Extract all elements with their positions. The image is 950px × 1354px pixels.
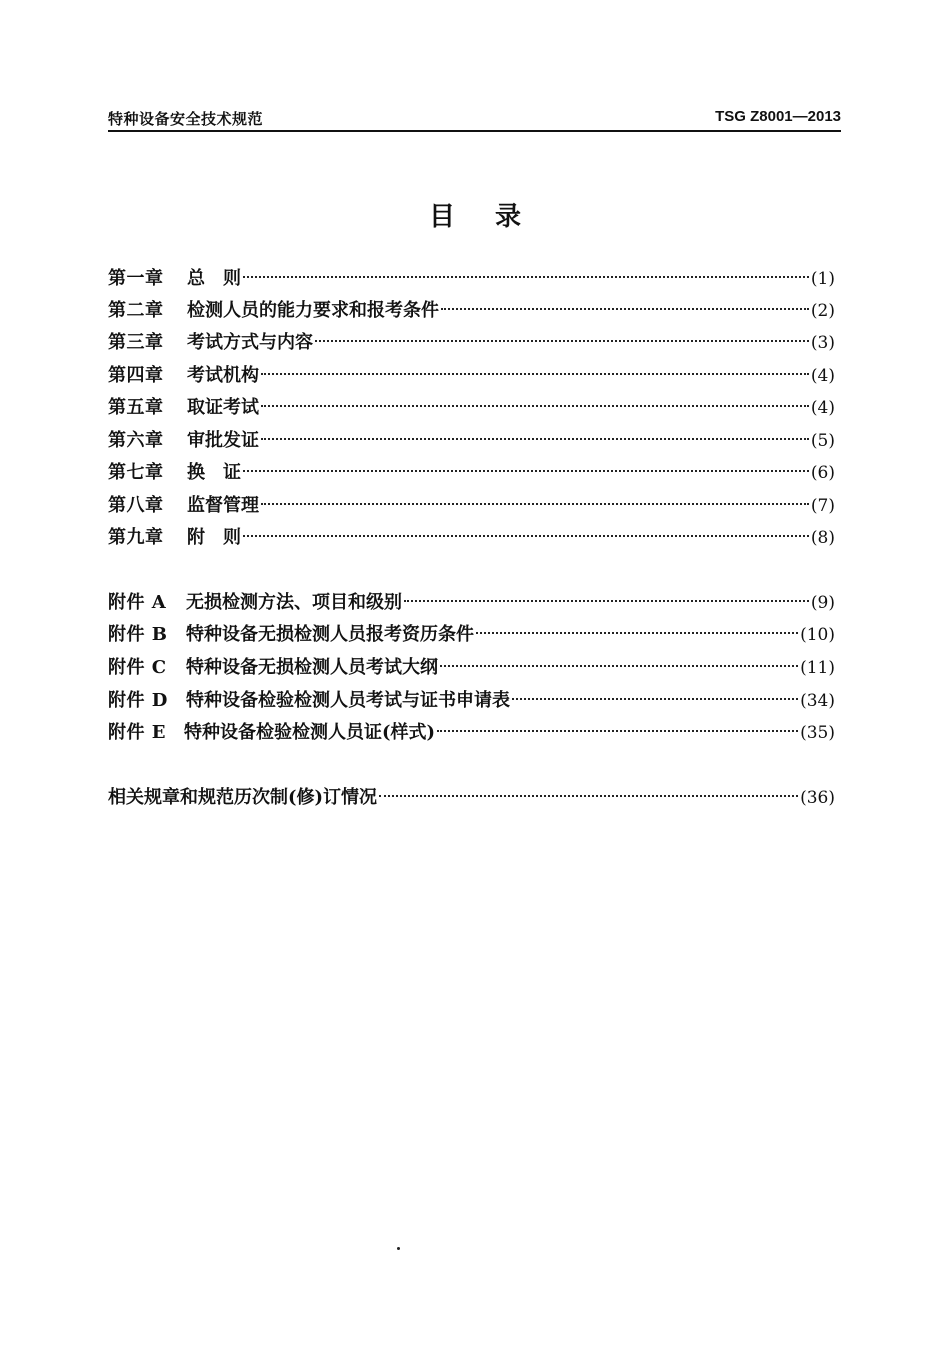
- dot-leader: [440, 665, 798, 667]
- toc-entry-name: 无损检测方法、项目和级别: [186, 592, 402, 613]
- toc-entry-appendix-e[interactable]: [108, 720, 835, 746]
- toc-entry-page: (7): [810, 496, 835, 516]
- toc-entry-chapter-7[interactable]: [108, 460, 835, 486]
- toc-entry-page: (4): [810, 366, 835, 386]
- toc-entry-label: 第八章: [108, 495, 164, 516]
- toc-entry-page: (10): [800, 625, 835, 645]
- toc-entry-revision-history[interactable]: [108, 785, 835, 811]
- toc-entry-chapter-9[interactable]: [108, 525, 835, 551]
- toc-entry-chapter-4[interactable]: [108, 363, 835, 389]
- toc-entry-chapter-5[interactable]: [108, 395, 835, 421]
- toc-entry-chapter-1[interactable]: [108, 266, 835, 292]
- dot-leader: [243, 276, 809, 278]
- toc-entry-name: 审批发证: [187, 430, 259, 451]
- toc-entry-name: 特种设备无损检测人员考试大纲: [186, 657, 438, 678]
- running-header: [108, 106, 841, 132]
- dot-leader: [261, 438, 809, 440]
- dot-leader: [441, 308, 809, 310]
- dot-leader: [379, 795, 798, 797]
- toc-entry-page: (9): [810, 593, 835, 613]
- toc-entry-chapter-8[interactable]: [108, 493, 835, 519]
- toc-entry-page: (5): [810, 431, 835, 451]
- toc-entry-name: 特种设备无损检测人员报考资历条件: [186, 624, 474, 645]
- toc-entry-name: 特种设备检验检测人员证(样式): [184, 722, 436, 743]
- toc-entry-page: (6): [810, 463, 835, 483]
- dot-leader: [243, 470, 809, 472]
- toc-entry-label: 第四章: [108, 365, 164, 386]
- toc-entry-appendix-a[interactable]: [108, 590, 835, 616]
- toc-entry-name: 相关规章和规范历次制(修)订情况: [108, 787, 378, 808]
- toc-entry-label: 附件 C: [108, 657, 167, 678]
- header-standard-number: TSG Z8001—2013: [715, 108, 841, 125]
- toc-entry-label: 附件 B: [108, 624, 168, 645]
- toc-entry-page: (4): [810, 398, 835, 418]
- toc-entry-label: 第二章: [108, 300, 164, 321]
- dot-leader: [261, 503, 809, 505]
- scan-speck: [397, 1247, 400, 1250]
- toc-title: 目录: [428, 202, 561, 232]
- toc-entry-chapter-6[interactable]: [108, 428, 835, 454]
- dot-leader: [243, 535, 809, 537]
- dot-leader: [404, 600, 809, 602]
- toc-entry-name: 检测人员的能力要求和报考条件: [187, 300, 439, 321]
- toc-entry-name: 总 则: [187, 268, 241, 289]
- toc-entry-name: 监督管理: [187, 495, 259, 516]
- toc-entry-page: (1): [810, 269, 835, 289]
- toc-entry-name: 附 则: [187, 527, 241, 548]
- toc-entry-appendix-b[interactable]: [108, 622, 835, 648]
- dot-leader: [512, 698, 798, 700]
- toc-entry-page: (11): [800, 658, 835, 678]
- toc-entry-page: (35): [800, 723, 835, 743]
- toc-entry-chapter-2[interactable]: [108, 298, 835, 324]
- toc-entry-page: (2): [810, 301, 835, 321]
- toc-entry-label: 第三章: [108, 332, 164, 353]
- toc-entry-label: 第一章: [108, 268, 164, 289]
- header-series-title: 特种设备安全技术规范: [108, 110, 264, 128]
- toc-entry-page: (8): [810, 528, 835, 548]
- toc-entry-label: 第九章: [108, 527, 164, 548]
- dot-leader: [437, 730, 798, 732]
- toc-entry-label: 附件 D: [108, 690, 168, 711]
- dot-leader: [261, 373, 809, 375]
- dot-leader: [476, 632, 798, 634]
- toc-entry-name: 考试机构: [187, 365, 259, 386]
- toc-entry-page: (34): [800, 691, 835, 711]
- toc-entry-name: 换 证: [187, 462, 241, 483]
- toc-entry-appendix-d[interactable]: [108, 688, 835, 714]
- toc-entry-chapter-3[interactable]: [108, 330, 835, 356]
- toc-entry-page: (3): [810, 333, 835, 353]
- toc-entry-label: 附件 A: [108, 592, 167, 613]
- toc-entry-label: 第七章: [108, 462, 164, 483]
- toc-entry-label: 第六章: [108, 430, 164, 451]
- toc-entry-appendix-c[interactable]: [108, 655, 835, 681]
- toc-entry-name: 取证考试: [187, 397, 259, 418]
- dot-leader: [261, 405, 809, 407]
- toc-entry-name: 考试方式与内容: [187, 332, 313, 353]
- toc-entry-label: 第五章: [108, 397, 164, 418]
- toc-entry-page: (36): [800, 788, 835, 808]
- toc-entry-name: 特种设备检验检测人员考试与证书申请表: [186, 690, 510, 711]
- toc-entry-label: 附件 E: [108, 722, 166, 743]
- dot-leader: [315, 340, 809, 342]
